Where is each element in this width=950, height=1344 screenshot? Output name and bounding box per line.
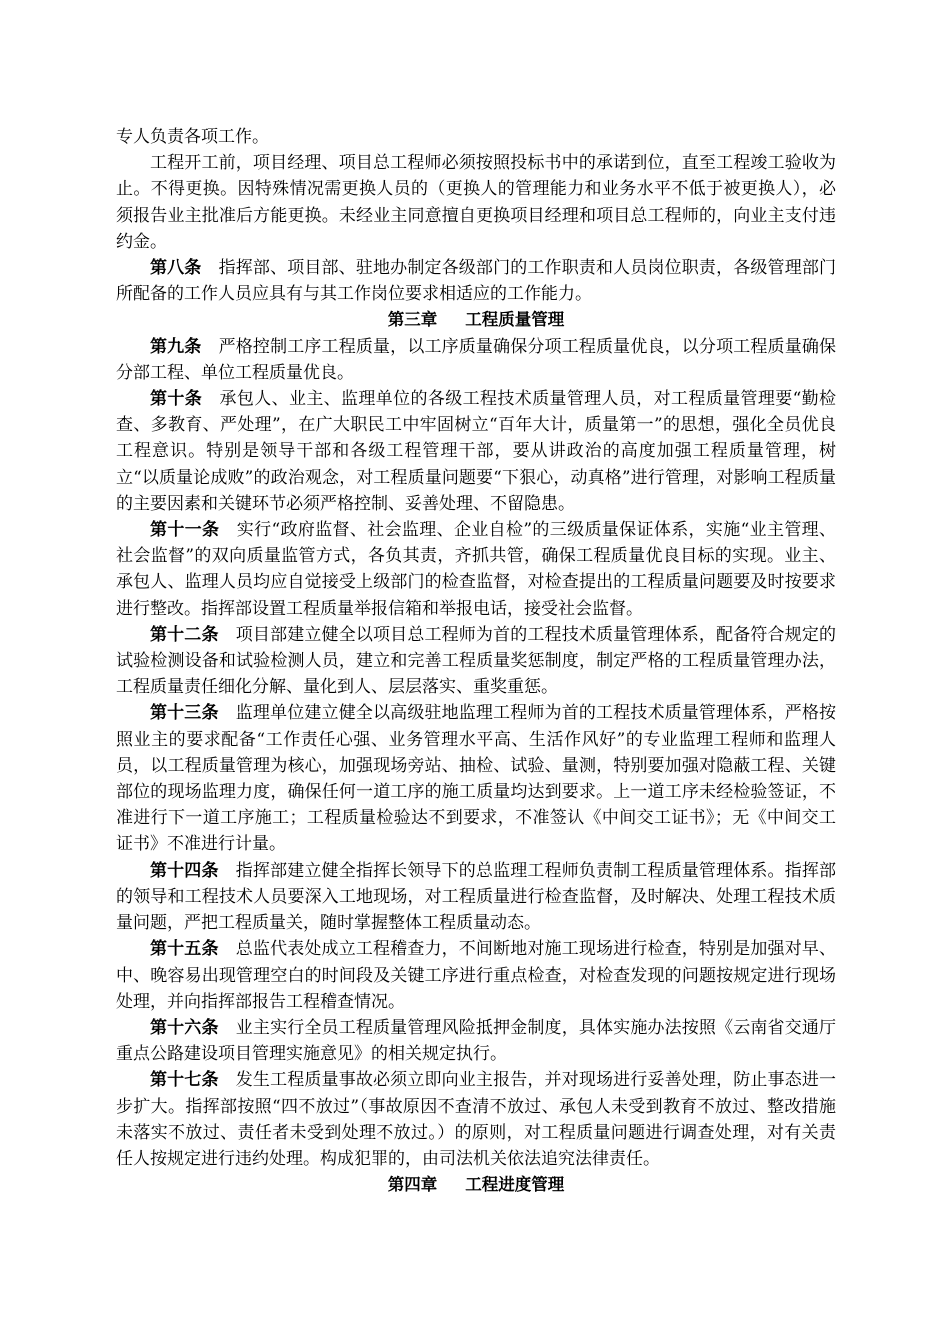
chapter-number: 第三章 [387,310,438,330]
article-label: 第十四条 [150,860,219,881]
article-paragraph [116,386,836,517]
article-text: 项目部建立健全以项目总工程师为首的工程技术质量管理体系，配备符合规定的试验检测设备和试验检测人员，建立和完善工程质量奖惩制度，制定严格的工程质量管理办法，工程质量责任细化分解、量化到人、层层落实、重奖重惩。 [116,624,837,698]
article-text: 发生工程质量事故必须立即向业主报告，并对现场进行妥善处理，防止事态进一步扩大。指挥部按照“四不放过”（事故原因不查清不放过、承包人未受到教育不放过、整改措施未落实不放过、责任者未受到处理不放过。）的原则，对工程质量问题进行调查处理，对有关责任人按规定进行违约处理。构成犯罪的，由司法机关依法追究法律责任。 [116,1070,837,1169]
article-label: 第十条 [150,389,203,410]
article-paragraph [116,517,836,622]
chapter-title: 工程质量管理 [465,310,565,330]
article-label: 第九条 [150,336,202,357]
article-paragraph [116,334,836,386]
chapter-number: 第四章 [387,1175,438,1195]
article-paragraph [116,700,836,857]
article-label: 第十三条 [150,703,219,724]
article-paragraph [116,1015,836,1067]
document-page [116,124,836,1198]
article-text: 指挥部、项目部、驻地办制定各级部门的工作职责和人员岗位职责，各级管理部门所配备的工作人员应具有与其工作岗位要求相适应的工作能力。 [116,258,837,305]
article-paragraph [116,936,836,1015]
article-paragraph [116,1067,836,1172]
article-label: 第十七条 [150,1070,219,1091]
chapter-heading [116,1172,836,1198]
article-text: 监理单位建立健全以高级驻地监理工程师为首的工程技术质量管理体系，严格按照业主的要求配备“工作责任心强、业务管理水平高、生活作风好”的专业监理工程师和监理人员，以工程质量管理为核心，加强现场旁站、抽检、试验、量测，特别要加强对隐蔽工程、关键部位的现场监理力度，确保任何一道工序的施工质量均达到要求。上一道工序未经检验签证，不准进行下一道工序施工；工程质量检验达不到要求，不准签认《中间交工证书》；无《中间交工证书》不准进行计量。 [116,703,837,855]
article-label: 第十五条 [150,939,219,960]
article-label: 第十二条 [150,624,219,645]
body-paragraph: 工程开工前，项目经理、项目总工程师必须按照投标书中的承诺到位，直至工程竣工验收为止。不得更换。因特殊情况需更换人员的（更换人的管理能力和业务水平不低于被更换人），必须报告业主批准后方能更换。未经业主同意擅自更换项目经理和项目总工程师的，向业主支付违约金。 [116,153,836,252]
article-text: 业主实行全员工程质量管理风险抵押金制度，具体实施办法按照《云南省交通厅重点公路建设项目管理实施意见》的相关规定执行。 [116,1017,837,1065]
article-text: 总监代表处成立工程稽查力，不间断地对施工现场进行检查，特别是加强对早、中、晚容易出现管理空白的时间段及关键工序进行重点检查，对检查发现的问题按规定进行现场处理，并向指挥部报告工程稽查情况。 [116,939,837,1012]
article-label: 第十一条 [150,520,220,541]
article-label: 第八条 [150,258,202,279]
chapter-title: 工程进度管理 [465,1175,565,1195]
chapter-heading [116,307,836,333]
article-text: 实行“政府监督、社会监理、企业自检”的三级质量保证体系，实施“业主管理、社会监督”的双向质量监管方式，各负其责，齐抓共管，确保工程质量优良目标的实现。业主、承包人、监理人员均应自觉接受上级部门的检查监督，对检查提出的工程质量问题要及时按要求进行整改。指挥部设置工程质量举报信箱和举报电话，接受社会监督。 [116,520,837,619]
article-paragraph [116,858,836,937]
article-text: 指挥部建立健全指挥长领导下的总监理工程师负责制工程质量管理体系。指挥部的领导和工程技术人员要深入工地现场，对工程质量进行检查监督，及时解决、处理工程技术质量问题，严把工程质量关，随时掌握整体工程质量动态。 [116,860,837,934]
body-paragraph: 专人负责各项工作。 [116,127,269,147]
article-text: 严格控制工序工程质量，以工序质量确保分项工程质量优良，以分项工程质量确保分部工程、单位工程质量优良。 [116,336,837,383]
article-paragraph [116,622,836,701]
article-paragraph [116,255,836,307]
article-text: 承包人、业主、监理单位的各级工程技术质量管理人员，对工程质量管理要“勤检查、多教育、严处理”，在广大职民工中牢固树立“百年大计，质量第一”的思想，强化全员优良工程意识。特别是领导干部和各级工程管理干部，要从讲政治的高度加强工程质量管理，树立“以质量论成败”的政治观念，对工程质量问题要“下狠心，动真格”进行管理，对影响工程质量的主要因素和关键环节必须严格控制、妥善处理、不留隐患。 [116,389,837,514]
article-label: 第十六条 [150,1017,219,1038]
